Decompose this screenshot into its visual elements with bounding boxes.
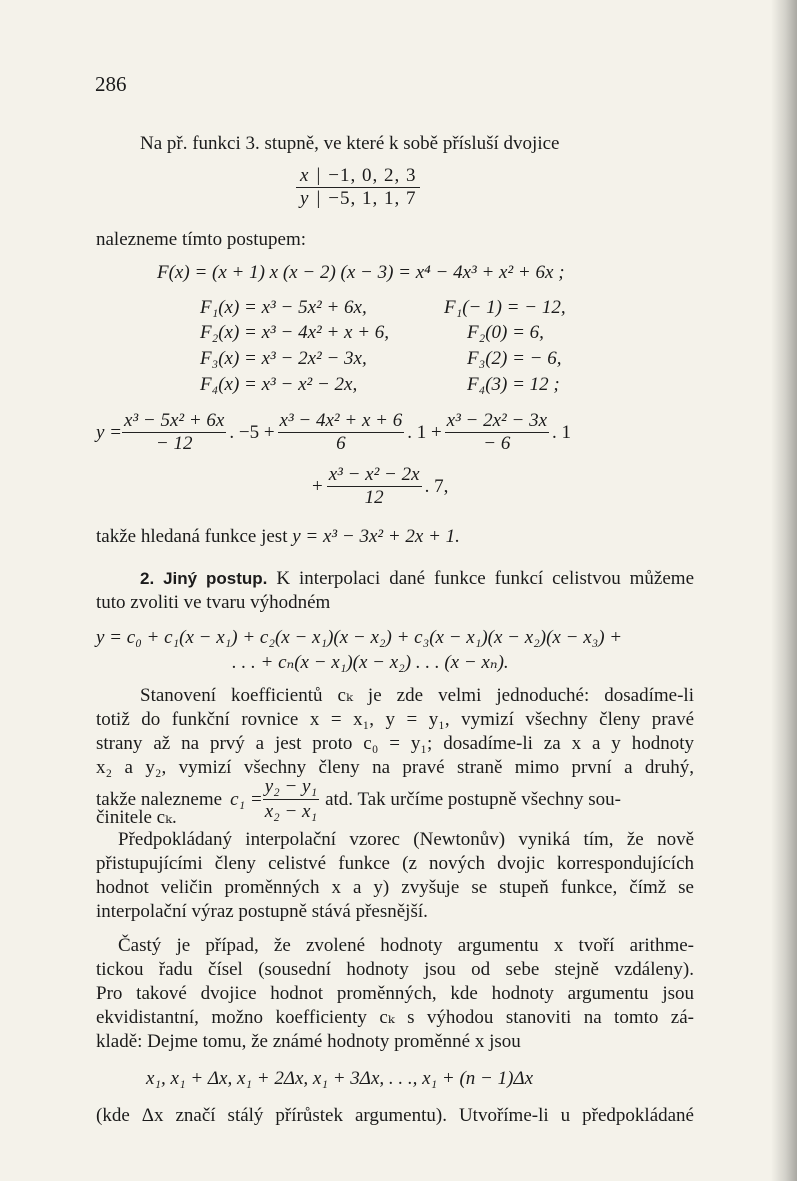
- fraction-c1-denominator: x₂ − x₁: [264, 801, 318, 822]
- page-number: 286: [95, 72, 127, 96]
- fraction-2: [278, 410, 405, 455]
- para1-line-1: Stanovení koefficientů cₖ je zde velmi jednoduché: dosadíme-li: [140, 685, 694, 706]
- eq-F3-right: F₃(2) = − 6,: [467, 348, 562, 369]
- find-line: nalezneme tímto postupem:: [96, 229, 307, 250]
- eq-F4-right: F₄(3) = 12 ;: [467, 374, 560, 395]
- para3-line-5: kladě: Dejme tomu, že známé hodnoty proměnné x jsou: [96, 1031, 521, 1052]
- table-y-label: y: [300, 188, 309, 209]
- section-line-2: tuto zvoliti ve tvaru výhodném: [96, 592, 331, 613]
- eq-y-plus: +: [312, 475, 323, 497]
- table-y-values: −5, 1, 1, 7: [328, 188, 417, 209]
- para3-line-4: ekvidistantní, možno koefficienty cₖ s výhodou stanoviti na tomto zá-: [96, 1007, 694, 1028]
- para1-c1-before: takže nalezneme: [96, 788, 223, 810]
- eq-F2-left: F₂(x) = x³ − 4x² + x + 6,: [200, 322, 390, 343]
- fraction-c1: [263, 775, 319, 824]
- eq-y-lhs: y =: [96, 421, 123, 443]
- table-x-values: −1, 0, 2, 3: [324, 165, 420, 188]
- para1-c1-lhs: c₁ =: [230, 788, 263, 810]
- last-line: (kde Δx značí stálý přírůstek argumentu). Utvoříme-li u předpokládané: [96, 1105, 694, 1126]
- result-line: [96, 525, 460, 549]
- para2-line-3: hodnot veličin proměnných x a y) zvyšuje se stupeň funkce, čímž se: [96, 877, 694, 898]
- para1-line-2: totiž do funkční rovnice x = x₁, y = y₁, vymizí všechny členy pravé: [96, 709, 694, 730]
- equation-y-continued: [312, 464, 448, 509]
- fraction-1-denominator: − 12: [155, 433, 193, 454]
- eq-y-mul-1: . −5 +: [229, 421, 275, 443]
- eq-y-mul-2: . 1 +: [407, 421, 442, 443]
- value-table: x | −1, 0, 2, 3 y | −5, 1, 1, 7: [296, 165, 420, 210]
- fraction-4: [327, 464, 422, 509]
- result-math: y = x³ − 3x² + 2x + 1.: [292, 526, 460, 547]
- fraction-2-numerator: x³ − 4x² + x + 6: [279, 410, 403, 431]
- fraction-3: [445, 410, 549, 455]
- equation-F: F(x) = (x + 1) x (x − 2) (x − 3) = x⁴ − 4x³ + x² + 6x ;: [157, 262, 565, 283]
- eq-y-mul-4: . 7,: [424, 475, 449, 497]
- para1-c1-after: atd. Tak určíme postupně všechny sou-: [325, 788, 622, 810]
- para1-last: činitele cₖ.: [96, 807, 177, 828]
- intro-line: Na př. funkci 3. stupně, ve které k sobě přísluší dvojice: [140, 133, 560, 154]
- result-text: takže hledaná funkce jest: [96, 526, 288, 547]
- eq-F3-left: F₃(x) = x³ − 2x² − 3x,: [200, 348, 367, 369]
- fraction-3-denominator: − 6: [483, 433, 511, 454]
- eq-F1-right: F₁(− 1) = − 12,: [444, 297, 566, 318]
- section-heading: 2. Jiný postup.: [140, 569, 268, 588]
- fraction-3-numerator: x³ − 2x² − 3x: [446, 410, 548, 431]
- equation-newton-1: y = c₀ + c₁(x − x₁) + c₂(x − x₁)(x − x₂) + c₃(x − x₁)(x − x₂)(x − x₃) +: [96, 627, 623, 648]
- para3-line-3: Pro takové dvojice hodnot proměnných, kde hodnoty argumentu jsou: [96, 983, 694, 1004]
- section-text-1: K interpolaci dané funkce funkcí celistvou můžeme: [276, 568, 695, 589]
- eq-F4-left: F₄(x) = x³ − x² − 2x,: [200, 374, 358, 395]
- para2-line-4: interpolační výraz postupně stává přesnější.: [96, 901, 428, 922]
- para3-line-2: tickou řadu čísel (sousední hodnoty jsou od sebe stejně vzdáleny).: [96, 959, 694, 980]
- fraction-2-denominator: 6: [336, 433, 346, 454]
- table-x-label: x: [296, 165, 312, 188]
- eq-y-mul-3: . 1: [552, 421, 572, 443]
- equation-sequence: x₁, x₁ + Δx, x₁ + 2Δx, x₁ + 3Δx, . . ., x₁ + (n − 1)Δx: [146, 1068, 534, 1089]
- fraction-4-denominator: 12: [364, 487, 384, 508]
- fraction-1-numerator: x³ − 5x² + 6x: [124, 410, 225, 431]
- fraction-4-numerator: x³ − x² − 2x: [328, 464, 420, 485]
- para2-line-1: Předpokládaný interpolační vzorec (Newtonův) vyniká tím, že nově: [118, 829, 694, 850]
- section-line-1: [140, 567, 694, 591]
- fraction-c1-numerator: y₂ − y₁: [263, 775, 319, 800]
- para1-line-4: x₂ a y₂, vymizí všechny členy na pravé straně mimo první a druhý,: [96, 757, 694, 778]
- eq-F2-right: F₂(0) = 6,: [467, 322, 544, 343]
- para1-line-3: strany až na prvý a jest proto c₀ = y₁; dosadíme-li za x a y hodnoty: [96, 733, 694, 754]
- para2-line-2: přistupujícími členy celistvé funkce (z nových dvojic korrespondujících: [96, 853, 694, 874]
- page-edge-shadow: [771, 0, 797, 1181]
- para3-line-1: Častý je případ, že zvolené hodnoty argumentu x tvoří arithme-: [118, 935, 694, 956]
- equation-newton-2: . . . + cₙ(x − x₁)(x − x₂) . . . (x − xₙ).: [232, 652, 509, 673]
- fraction-1: [122, 410, 226, 455]
- equation-y: [96, 410, 571, 455]
- eq-F1-left: F₁(x) = x³ − 5x² + 6x,: [200, 297, 367, 318]
